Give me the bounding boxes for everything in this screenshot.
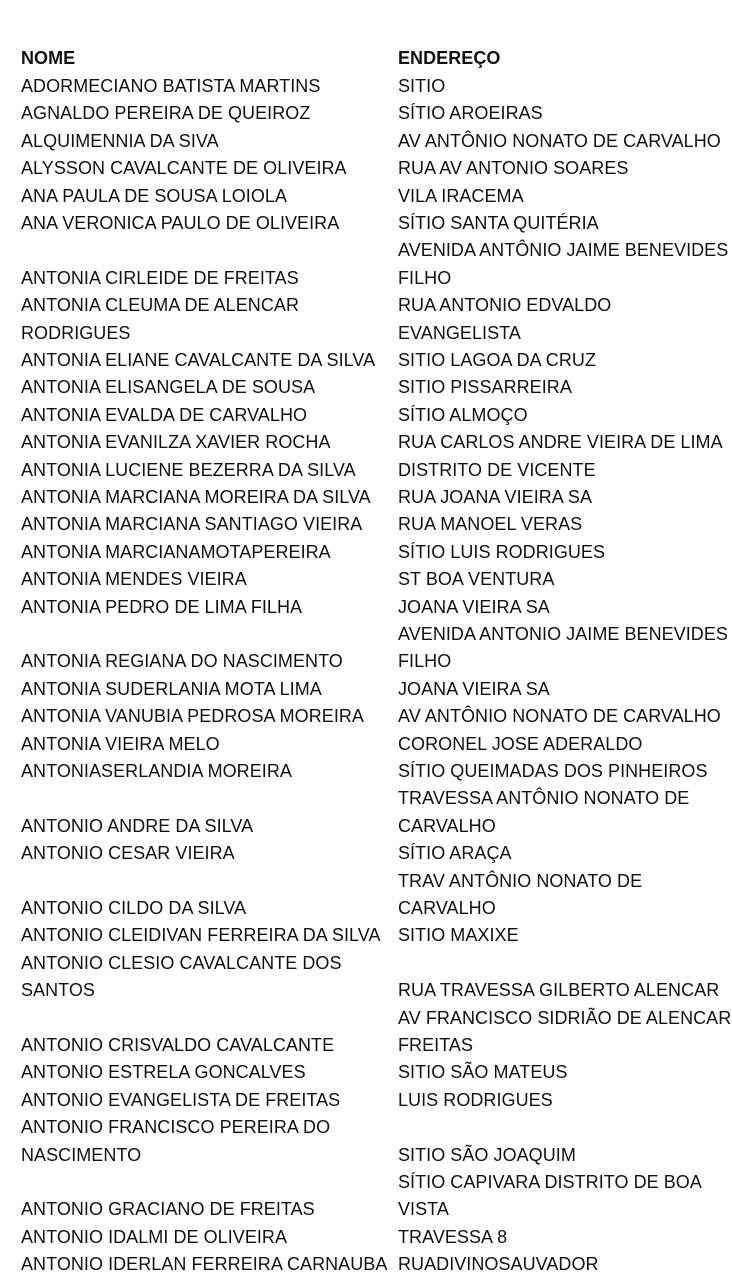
nome-cell-line <box>21 621 391 648</box>
endereco-cell <box>398 1224 728 1251</box>
endereco-cell-line: SITIO SÃO MATEUS <box>398 1062 568 1083</box>
nome-cell-line: ANTONIA MARCIANA SANTIAGO VIEIRA <box>21 514 363 535</box>
nome-cell-line <box>21 868 391 895</box>
nome-cell-line: AGNALDO PEREIRA DE QUEIROZ <box>21 103 311 124</box>
endereco-cell-line: FREITAS <box>398 1034 474 1055</box>
nome-cell-line: ANTONIA MARCIANAMOTAPEREIRA <box>21 541 331 562</box>
endereco-cell <box>398 100 728 127</box>
nome-cell <box>21 128 391 155</box>
endereco-cell <box>398 703 728 730</box>
nome-cell-line: ANTONIO EVANGELISTA DE FREITAS <box>21 1089 341 1110</box>
nome-cell <box>21 922 391 949</box>
nome-cell-line: SANTOS <box>21 980 95 1001</box>
endereco-cell <box>398 566 728 593</box>
nome-cell <box>21 237 391 292</box>
endereco-cell <box>398 511 728 538</box>
nome-cell-line: ANTONIA EVALDA DE CARVALHO <box>21 404 308 425</box>
nome-cell-line <box>21 1169 391 1196</box>
endereco-cell <box>398 128 728 155</box>
nome-cell <box>21 1059 391 1086</box>
nome-cell-line <box>21 237 391 264</box>
nome-cell <box>21 539 391 566</box>
nome-cell-line: ANTONIO ESTRELA GONCALVES <box>21 1062 306 1083</box>
nome-cell-line: ANTONIO IDERLAN FERREIRA CARNAUBA <box>21 1254 388 1275</box>
endereco-cell <box>398 402 728 429</box>
endereco-cell-line: SITIO <box>398 76 446 96</box>
nome-cell <box>21 429 391 456</box>
nome-cell-line: ANTONIO CILDO DA SILVA <box>21 897 247 918</box>
nome-cell-line: ANTONIO ANDRE DA SILVA <box>21 815 254 836</box>
nome-cell-line: ANTONIA MENDES VIEIRA <box>21 569 247 590</box>
nome-cell <box>21 484 391 511</box>
endereco-cell <box>398 210 728 237</box>
endereco-cell-line: AV ANTÔNIO NONATO DE CARVALHO <box>398 130 721 151</box>
endereco-cell-line: LUIS RODRIGUES <box>398 1089 553 1110</box>
nome-cell-line: NASCIMENTO <box>21 1144 142 1165</box>
nome-cell-line: ANTONIO CRISVALDO CAVALCANTE <box>21 1034 335 1055</box>
endereco-cell <box>398 155 728 182</box>
endereco-cell-line: VISTA <box>398 1199 449 1220</box>
endereco-cell-line: TRAVESSA ANTÔNIO NONATO DE <box>398 788 690 809</box>
endereco-cell <box>398 840 728 867</box>
endereco-cell-line: RUA CARLOS ANDRE VIEIRA DE LIMA <box>398 432 723 453</box>
nome-cell-line: ALYSSON CAVALCANTE DE OLIVEIRA <box>21 158 347 179</box>
endereco-cell <box>398 785 728 840</box>
nome-cell <box>21 758 391 785</box>
endereco-cell <box>398 868 728 923</box>
endereco-cell-line: JOANA VIEIRA SA <box>398 678 550 699</box>
endereco-cell-line: RUA MANOEL VERAS <box>398 514 583 535</box>
nome-cell-line: ANTONIO CLESIO CAVALCANTE DOS <box>21 952 342 973</box>
endereco-cell-line: AV ANTÔNIO NONATO DE CARVALHO <box>398 706 721 727</box>
endereco-cell-line: SÍTIO QUEIMADAS DOS PINHEIROS <box>398 761 708 781</box>
nome-cell-line: ANTONIA VIEIRA MELO <box>21 733 220 754</box>
nome-cell <box>21 347 391 374</box>
endereco-cell <box>398 292 728 347</box>
nome-cell-line: ANTONIO GRACIANO DE FREITAS <box>21 1199 315 1220</box>
nome-cell <box>21 155 391 182</box>
endereco-cell-line: CARVALHO <box>398 815 496 836</box>
nome-cell-line: ANTONIA LUCIENE BEZERRA DA SILVA <box>21 459 356 480</box>
nome-cell-line: RODRIGUES <box>21 322 131 343</box>
endereco-cell <box>398 183 728 210</box>
endereco-cell <box>398 457 728 484</box>
nome-cell-line <box>21 1005 391 1032</box>
endereco-cell-line: TRAVESSA 8 <box>398 1226 508 1247</box>
nome-cell-line: ANA VERONICA PAULO DE OLIVEIRA <box>21 213 340 233</box>
nome-cell-line: ANTONIA MARCIANA MOREIRA DA SILVA <box>21 487 371 507</box>
endereco-cell-line: SÍTIO ARAÇA <box>398 843 512 864</box>
nome-cell <box>21 1224 391 1251</box>
endereco-cell-line: SITIO MAXIXE <box>398 925 519 946</box>
nome-cell <box>21 210 391 237</box>
endereco-cell-line: JOANA VIEIRA SA <box>398 596 550 617</box>
endereco-cell <box>398 539 728 566</box>
endereco-cell <box>398 374 728 401</box>
endereco-cell <box>398 237 728 292</box>
endereco-cell-line: SÍTIO ALMOÇO <box>398 404 528 425</box>
endereco-cell-line: EVANGELISTA <box>398 322 521 343</box>
endereco-cell <box>398 73 728 100</box>
nome-cell <box>21 621 391 676</box>
nome-cell-line: ANTONIA REGIANA DO NASCIMENTO <box>21 651 343 672</box>
endereco-cell-line: RUADIVINOSAUVADOR <box>398 1254 599 1275</box>
nome-cell <box>21 1087 391 1114</box>
nome-cell-line: ANTONIA SUDERLANIA MOTA LIMA <box>21 678 322 699</box>
endereco-cell-line: RUA JOANA VIEIRA SA <box>398 487 593 507</box>
endereco-cell-line: AVENIDA ANTÔNIO JAIME BENEVIDES <box>398 240 729 261</box>
nome-cell-line: ADORMECIANO BATISTA MARTINS <box>21 76 321 96</box>
endereco-cell <box>398 950 728 1005</box>
nome-cell <box>21 785 391 840</box>
nome-cell <box>21 594 391 621</box>
nome-cell-line: ANA PAULA DE SOUSA LOIOLA <box>21 185 288 206</box>
endereco-cell-line: ST BOA VENTURA <box>398 569 555 590</box>
endereco-cell-line: RUA AV ANTONIO SOARES <box>398 158 629 179</box>
endereco-cell <box>398 731 728 758</box>
header-nome: NOME <box>21 48 76 68</box>
nome-cell-line <box>21 785 391 812</box>
endereco-cell-line: CARVALHO <box>398 897 496 918</box>
endereco-cell-line: SÍTIO AROEIRAS <box>398 103 543 124</box>
nome-cell <box>21 511 391 538</box>
endereco-cell <box>398 758 728 785</box>
nome-cell <box>21 100 391 127</box>
nome-cell <box>21 292 391 347</box>
nome-cell-line: ANTONIA CLEUMA DE ALENCAR <box>21 295 299 316</box>
endereco-cell <box>398 621 728 676</box>
nome-cell <box>21 840 391 867</box>
endereco-cell <box>398 1251 728 1278</box>
nome-cell <box>21 676 391 703</box>
nome-cell-line: ANTONIASERLANDIA MOREIRA <box>21 761 292 781</box>
endereco-cell-line: RUA TRAVESSA GILBERTO ALENCAR <box>398 980 720 1001</box>
nome-cell-line: ANTONIO IDALMI DE OLIVEIRA <box>21 1226 288 1247</box>
nome-cell <box>21 457 391 484</box>
endereco-cell-line: SÍTIO LUIS RODRIGUES <box>398 541 606 562</box>
nome-cell <box>21 402 391 429</box>
endereco-cell-line <box>398 950 728 977</box>
nome-cell <box>21 950 391 1005</box>
nome-cell-line: ANTONIA PEDRO DE LIMA FILHA <box>21 596 303 617</box>
nome-cell-line: ANTONIO CESAR VIEIRA <box>21 843 235 864</box>
endereco-cell <box>398 484 728 511</box>
nome-cell-line: ANTONIO FRANCISCO PEREIRA DO <box>21 1117 331 1138</box>
nome-cell-line: ANTONIA ELIANE CAVALCANTE DA SILVA <box>21 350 376 370</box>
nome-cell <box>21 1169 391 1224</box>
nome-cell-line: ANTONIO CLEIDIVAN FERREIRA DA SILVA <box>21 925 381 946</box>
nome-cell <box>21 868 391 923</box>
nome-cell-line: ANTONIA VANUBIA PEDROSA MOREIRA <box>21 706 364 727</box>
nome-cell-line: ANTONIA CIRLEIDE DE FREITAS <box>21 267 299 288</box>
endereco-cell <box>398 922 728 949</box>
nome-cell <box>21 566 391 593</box>
endereco-cell-line: SITIO SÃO JOAQUIM <box>398 1144 576 1165</box>
endereco-cell-line: CORONEL JOSE ADERALDO <box>398 733 643 754</box>
nome-cell-line: ALQUIMENNIA DA SIVA <box>21 130 219 151</box>
nome-cell <box>21 731 391 758</box>
endereco-cell <box>398 1114 728 1169</box>
endereco-cell-line: SITIO LAGOA DA CRUZ <box>398 350 596 370</box>
nome-cell-line: ANTONIA ELISANGELA DE SOUSA <box>21 377 316 398</box>
endereco-cell-line <box>398 1114 728 1141</box>
endereco-cell-line: RUA ANTONIO EDVALDO <box>398 295 612 316</box>
nome-cell <box>21 1005 391 1060</box>
endereco-cell <box>398 1059 728 1086</box>
nome-cell <box>21 1114 391 1169</box>
endereco-cell <box>398 347 728 374</box>
endereco-cell-line: AVENIDA ANTONIO JAIME BENEVIDES <box>398 624 728 644</box>
endereco-cell <box>398 1087 728 1114</box>
nome-cell-line: ANTONIA EVANILZA XAVIER ROCHA <box>21 432 331 453</box>
nome-cell <box>21 1251 391 1278</box>
endereco-cell-line: SITIO PISSARREIRA <box>398 377 572 398</box>
nome-cell <box>21 703 391 730</box>
endereco-cell-line: VILA IRACEMA <box>398 185 524 206</box>
endereco-cell-line: FILHO <box>398 651 452 672</box>
endereco-cell-line: AV FRANCISCO SIDRIÃO DE ALENCAR <box>398 1007 732 1028</box>
endereco-cell-line: FILHO <box>398 267 452 288</box>
endereco-cell <box>398 594 728 621</box>
endereco-cell <box>398 1169 728 1224</box>
nome-cell <box>21 374 391 401</box>
nome-cell <box>21 183 391 210</box>
endereco-cell <box>398 1005 732 1060</box>
nome-cell <box>21 73 391 100</box>
endereco-cell <box>398 429 728 456</box>
endereco-cell <box>398 676 728 703</box>
endereco-cell-line: DISTRITO DE VICENTE <box>398 459 596 480</box>
endereco-cell-line: TRAV ANTÔNIO NONATO DE <box>398 870 643 891</box>
endereco-cell-line: SÍTIO SANTA QUITÉRIA <box>398 213 599 233</box>
endereco-cell-line: SÍTIO CAPIVARA DISTRITO DE BOA <box>398 1172 702 1192</box>
header-endereco: ENDEREÇO <box>398 48 501 68</box>
